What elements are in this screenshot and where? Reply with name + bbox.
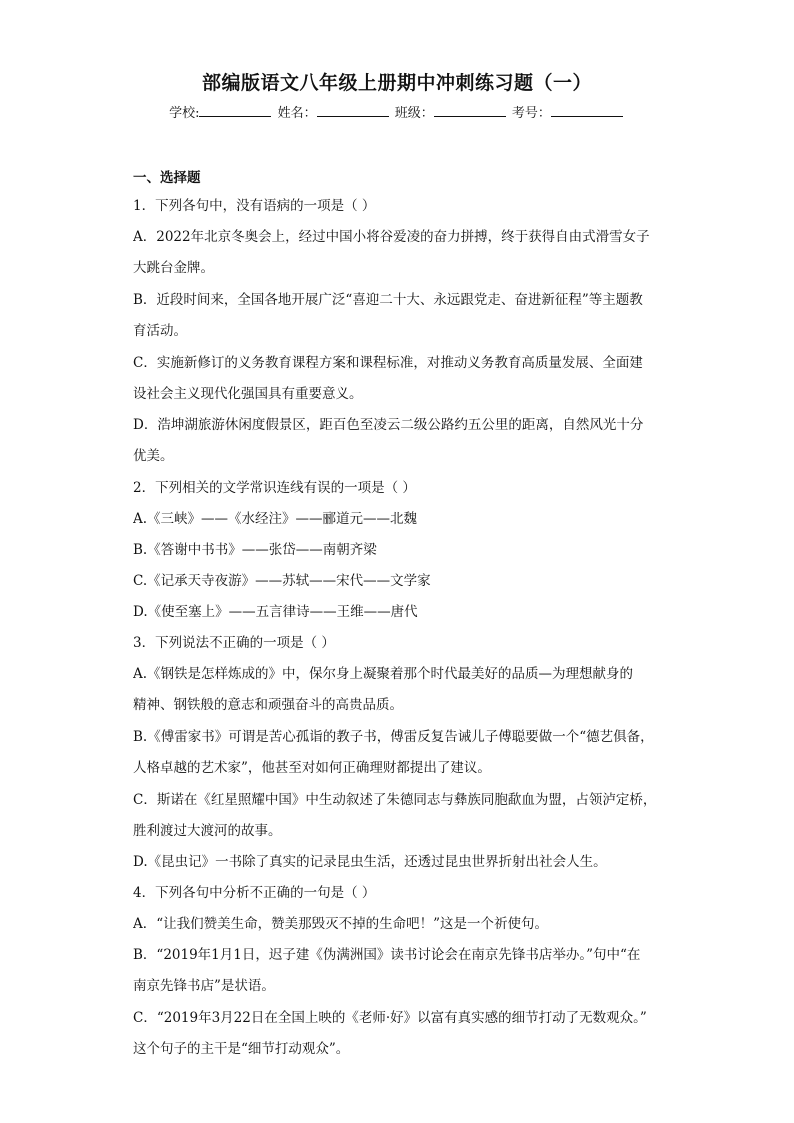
question-1-option-d-cont: 优美。 bbox=[133, 448, 174, 464]
question-1-option-b-cont: 育活动。 bbox=[133, 323, 187, 339]
question-3-stem: 3．下列说法不正确的一项是（ ） bbox=[133, 635, 335, 651]
question-1-stem: 1．下列各句中，没有语病的一项是（ ） bbox=[133, 198, 376, 214]
name-label: 姓名： bbox=[277, 106, 317, 121]
student-info-row bbox=[0, 102, 794, 121]
question-3-option-b: B.《傅雷家书》可谓是苦心孤诣的教子书，傅雷反复告诫儿子傅聪要做一个“德艺俱备， bbox=[133, 729, 654, 745]
question-2-option-d: D.《使至塞上》——五言律诗——王维——唐代 bbox=[133, 604, 418, 620]
question-1-option-a: A．2022年北京冬奥会上，经过中国小将谷爱凌的奋力拼搏，终于获得自由式滑雪女子 bbox=[133, 229, 650, 245]
question-1-option-c: C．实施新修订的义务教育课程方案和课程标准，对推动义务教育高质量发展、全面建 bbox=[133, 355, 643, 371]
question-2-stem: 2．下列相关的文学常识连线有误的一项是（ ） bbox=[133, 480, 416, 496]
question-4-option-c: C．“2019年3月22日在全国上映的《老师·好》以富有真实感的细节打动了无数观众。” bbox=[133, 1010, 647, 1026]
question-3-option-a: A.《钢铁是怎样炼成的》中，保尔身上凝聚着那个时代最美好的品质—为理想献身的 bbox=[133, 666, 634, 682]
exam-number-label: 考号： bbox=[511, 106, 551, 121]
question-1-option-b: B．近段时间来，全国各地开展广泛“喜迎二十大、永远跟党走、奋进新征程”等主题教 bbox=[133, 292, 643, 308]
question-4-option-c-cont: 这个句子的主干是“细节打动观众”。 bbox=[133, 1041, 350, 1057]
question-2-option-a: A.《三峡》——《水经注》——郦道元——北魏 bbox=[133, 511, 418, 527]
question-3-option-a-cont: 精神、钢铁般的意志和顽强奋斗的高贵品质。 bbox=[133, 697, 403, 713]
school-label: 学校: bbox=[169, 106, 200, 121]
question-4-option-a: A．“让我们赞美生命，赞美那毁灭不掉的生命吧！”这是一个祈使句。 bbox=[133, 916, 549, 932]
question-3-option-b-cont: 人格卓越的艺术家”，他甚至对如何正确理财都提出了建议。 bbox=[133, 760, 491, 776]
class-label: 班级： bbox=[394, 106, 434, 121]
question-3-option-d: D.《昆虫记》一书除了真实的记录昆虫生活，还透过昆虫世界折射出社会人生。 bbox=[133, 854, 607, 870]
question-3-option-c: C．斯诺在《红星照耀中国》中生动叙述了朱德同志与彝族同胞歃血为盟，占领泸定桥， bbox=[133, 792, 657, 808]
section-title: 一、选择题 bbox=[133, 170, 201, 186]
question-3-option-c-cont: 胜利渡过大渡河的故事。 bbox=[133, 823, 282, 839]
class-blank[interactable] bbox=[434, 104, 506, 117]
question-2-option-b: B.《答谢中书书》——张岱——南朝齐梁 bbox=[133, 542, 377, 558]
question-4-option-b: B．“2019年1月1日，迟子建《伪满洲国》读书讨论会在南京先锋书店举办。”句中“在 bbox=[133, 947, 641, 963]
exam-number-blank[interactable] bbox=[551, 104, 623, 117]
question-1-option-c-cont: 设社会主义现代化强国具有重要意义。 bbox=[133, 386, 363, 402]
question-1-option-a-cont: 大跳台金牌。 bbox=[133, 260, 214, 276]
question-1-option-d: D．浩坤湖旅游休闲度假景区，距百色至凌云二级公路约五公里的距离，自然风光十分 bbox=[133, 417, 644, 433]
exam-title: 部编版语文八年级上册期中冲刺练习题（一） bbox=[201, 72, 592, 94]
question-4-option-b-cont: 南京先锋书店”是状语。 bbox=[133, 978, 275, 994]
school-blank[interactable] bbox=[199, 104, 271, 117]
question-4-stem: 4．下列各句中分析不正确的一句是（ ） bbox=[133, 885, 376, 901]
name-blank[interactable] bbox=[317, 104, 389, 117]
question-2-option-c: C.《记承天寺夜游》——苏轼——宋代——文学家 bbox=[133, 573, 431, 589]
